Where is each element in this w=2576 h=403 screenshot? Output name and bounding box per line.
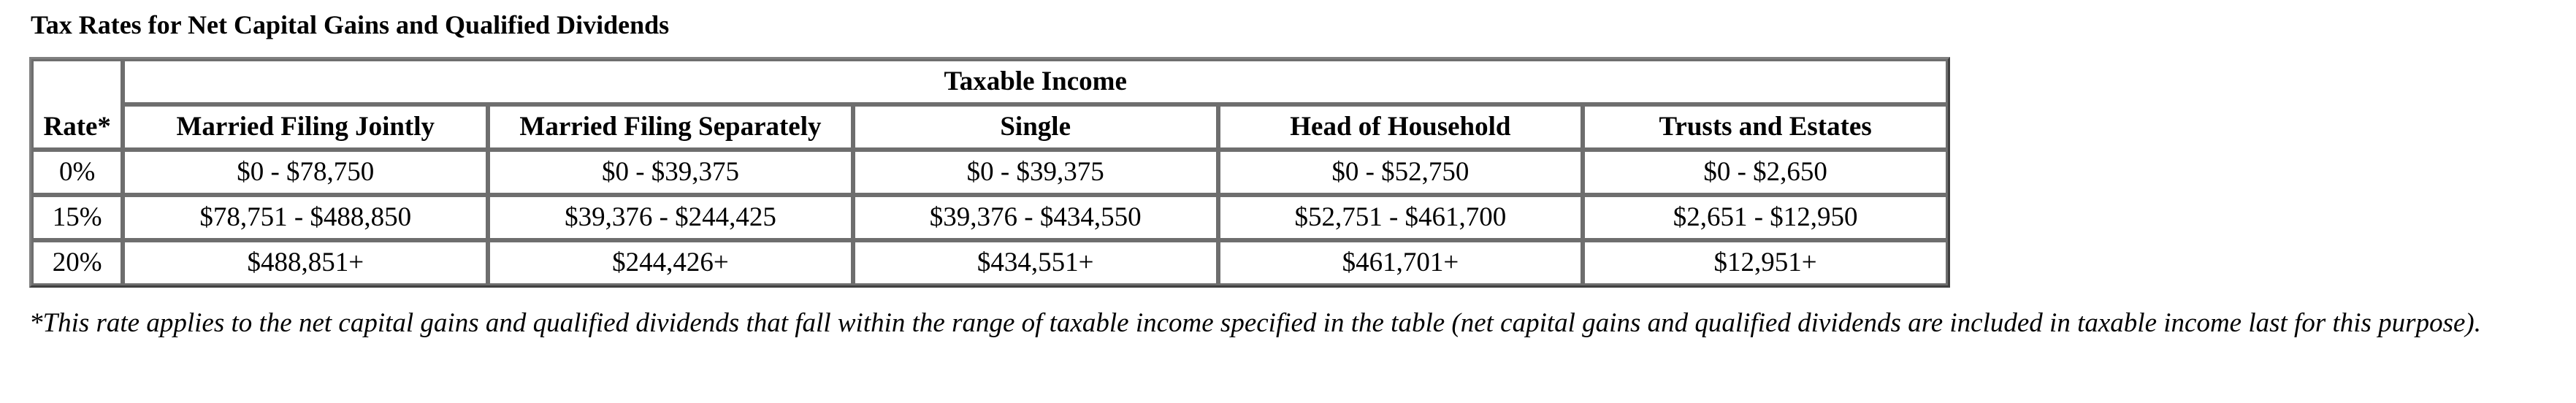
column-header-married-filing-jointly: Married Filing Jointly xyxy=(123,104,488,150)
table-cell: $0 - $39,375 xyxy=(853,150,1218,195)
table-cell: $0 - $52,750 xyxy=(1218,150,1583,195)
table-row xyxy=(31,240,1948,285)
document xyxy=(29,6,2564,340)
table-cell: $2,651 - $12,950 xyxy=(1583,195,1948,240)
rate-cell: 15% xyxy=(31,195,123,240)
table-cell: $39,376 - $434,550 xyxy=(853,195,1218,240)
tax-rates-table xyxy=(29,57,1950,288)
table-cell: $12,951+ xyxy=(1583,240,1948,285)
rate-cell: 0% xyxy=(31,150,123,195)
page-title: Tax Rates for Net Capital Gains and Qualified Dividends xyxy=(31,10,670,39)
table-row xyxy=(31,150,1948,195)
table-cell: $0 - $78,750 xyxy=(123,150,488,195)
rate-cell: 20% xyxy=(31,240,123,285)
column-header-trusts-and-estates: Trusts and Estates xyxy=(1583,104,1948,150)
column-header-married-filing-separately: Married Filing Separately xyxy=(488,104,853,150)
table-row xyxy=(31,195,1948,240)
table-cell: $52,751 - $461,700 xyxy=(1218,195,1583,240)
table-cell: $244,426+ xyxy=(488,240,853,285)
table-cell: $0 - $2,650 xyxy=(1583,150,1948,195)
table-cell: $0 - $39,375 xyxy=(488,150,853,195)
taxable-income-header: Taxable Income xyxy=(123,59,1948,104)
table-cell: $488,851+ xyxy=(123,240,488,285)
column-header-head-of-household: Head of Household xyxy=(1218,104,1583,150)
footnote: *This rate applies to the net capital gains and qualified dividends that fall within the range of taxable income specified in the table (net capital gains and qualified dividends are included in taxable income last for this purpose). xyxy=(29,308,2481,338)
table-cell: $39,376 - $244,425 xyxy=(488,195,853,240)
header-row-columns xyxy=(31,104,1948,150)
rate-column-header: Rate* xyxy=(31,59,123,150)
header-row-group xyxy=(31,59,1948,104)
table-cell: $434,551+ xyxy=(853,240,1218,285)
table-cell: $461,701+ xyxy=(1218,240,1583,285)
table-cell: $78,751 - $488,850 xyxy=(123,195,488,240)
column-header-single: Single xyxy=(853,104,1218,150)
